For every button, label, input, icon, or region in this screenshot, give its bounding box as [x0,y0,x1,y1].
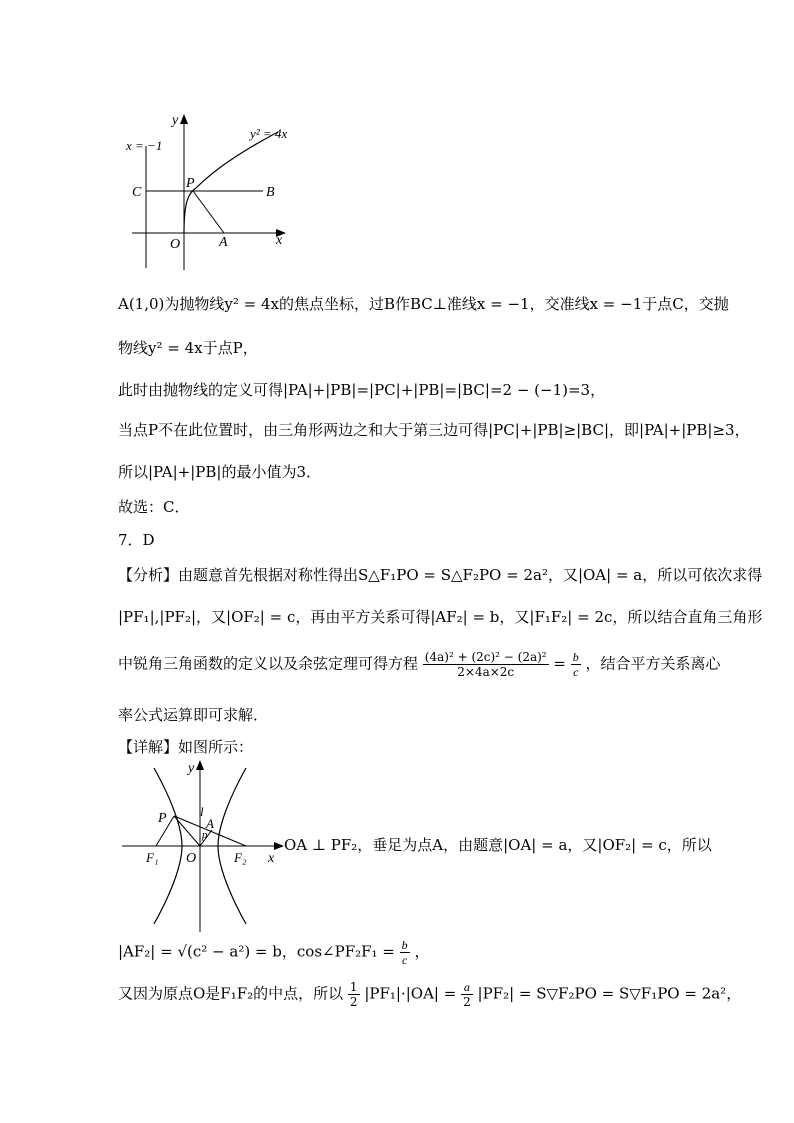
detail-heading: 【详解】如图所示： [118,738,254,756]
analysis-line-3-text: 中锐角三角函数的定义以及余弦定理可得方程 [118,654,419,673]
detail-line-3 [118,980,741,1009]
segment-pa [193,191,224,233]
text-line-3: 此时由抛物线的定义可得|PA|+|PB|=|PC|+|PB|=|BC|=2 − (−1)=3， [118,381,606,399]
segment-po [174,816,200,846]
parabola-figure [118,108,318,273]
detail-line-1: OA ⊥ PF₂，垂足为点A，由题意|OA| = a，又|OF₂| = c，所以 [284,836,712,854]
detail-line-3-text: 又因为原点O是F₁F₂的中点，所以 [118,984,344,1003]
label-a: A [219,235,228,250]
detail-line-2 [118,938,429,967]
detail-line-2-text: |AF₂| = √(c² − a²) = b，cos∠PF₂F₁ = [118,942,395,961]
analysis-line-3-tail: ，结合平方关系离心 [585,654,721,673]
analysis-line-1: 【分析】由题意首先根据对称性得出S△F₁PO = S△F₂PO = 2a²，又|OA| = a，所以可依次求得 [118,566,763,584]
label-small-p-2: p [202,829,208,841]
label-p: P [186,176,195,191]
label-o: O [170,237,181,252]
text-line-5: 所以|PA|+|PB|的最小值为3． [118,463,321,481]
cos-denominator: c [402,953,408,967]
y-axis-arrow [180,114,188,124]
label-y-2: y [188,761,195,776]
cosine-denominator: 2×4a×2c [457,665,515,679]
label-curve: y² = 4x [250,126,288,141]
cos-fraction [400,938,410,967]
label-directrix: x = −1 [126,138,163,153]
equals-sign: = [553,654,566,673]
label-o-2: O [186,851,197,866]
x-axis-2-arrow [274,842,284,850]
y-axis-2-arrow [196,760,204,770]
cos-numerator: b [401,938,408,952]
hyperbola-figure [118,758,288,934]
label-p-2: P [158,811,167,826]
label-x-2: x [268,851,275,866]
label-l-2: l [200,804,204,819]
text-line-1: A(1,0)为抛物线y² = 4x的焦点坐标，过B作BC⊥准线x = −1，交准线x = −1于点C，交抛 [118,295,729,313]
c-denominator: c [573,665,579,679]
label-f1: F₁ [146,850,159,865]
b-over-c-fraction [571,650,581,679]
label-x: x [276,233,283,248]
a-half-fraction [461,980,473,1009]
text-line-2: 物线y² = 4x于点P， [118,339,258,357]
text-line-4: 当点P不在此位置时，由三角形两边之和大于第三边可得|PC|+|PB|≥|BC|，即|PA|+|PB|≥3， [118,421,750,439]
cosine-numerator: (4a)² + (2c)² − (2a)² [424,650,547,664]
detail-line-3-tail: |PF₂| = S▽F₂PO = S▽F₁PO = 2a²， [477,984,742,1003]
half-numerator: 1 [349,980,358,994]
label-a-2: A [206,816,214,831]
label-c: C [132,185,142,200]
half-fraction [348,980,360,1009]
detail-line-3-mid: |PF₁|·|OA| = [364,984,457,1003]
label-b: B [266,185,275,200]
analysis-line-3 [118,650,721,679]
b-numerator: b [572,650,579,664]
analysis-line-2: |PF₁|,|PF₂|，又|OF₂| = c，再由平方关系可得|AF₂| = b，又|F₁F₂| = 2c，所以结合直角三角形 [118,608,763,626]
two-denominator: 2 [463,995,471,1009]
parabola-curve [184,132,278,233]
text-line-6: 故选：C． [118,498,190,516]
a-numerator: a [461,980,473,995]
label-y: y [172,113,179,128]
label-f2: F₂ [234,850,247,865]
detail-line-2-tail: ， [414,942,430,961]
cosine-fraction [423,650,549,679]
half-denominator: 2 [349,995,358,1009]
analysis-line-4: 率公式运算即可求解． [118,706,269,724]
text-line-7: 7．D [118,531,155,549]
